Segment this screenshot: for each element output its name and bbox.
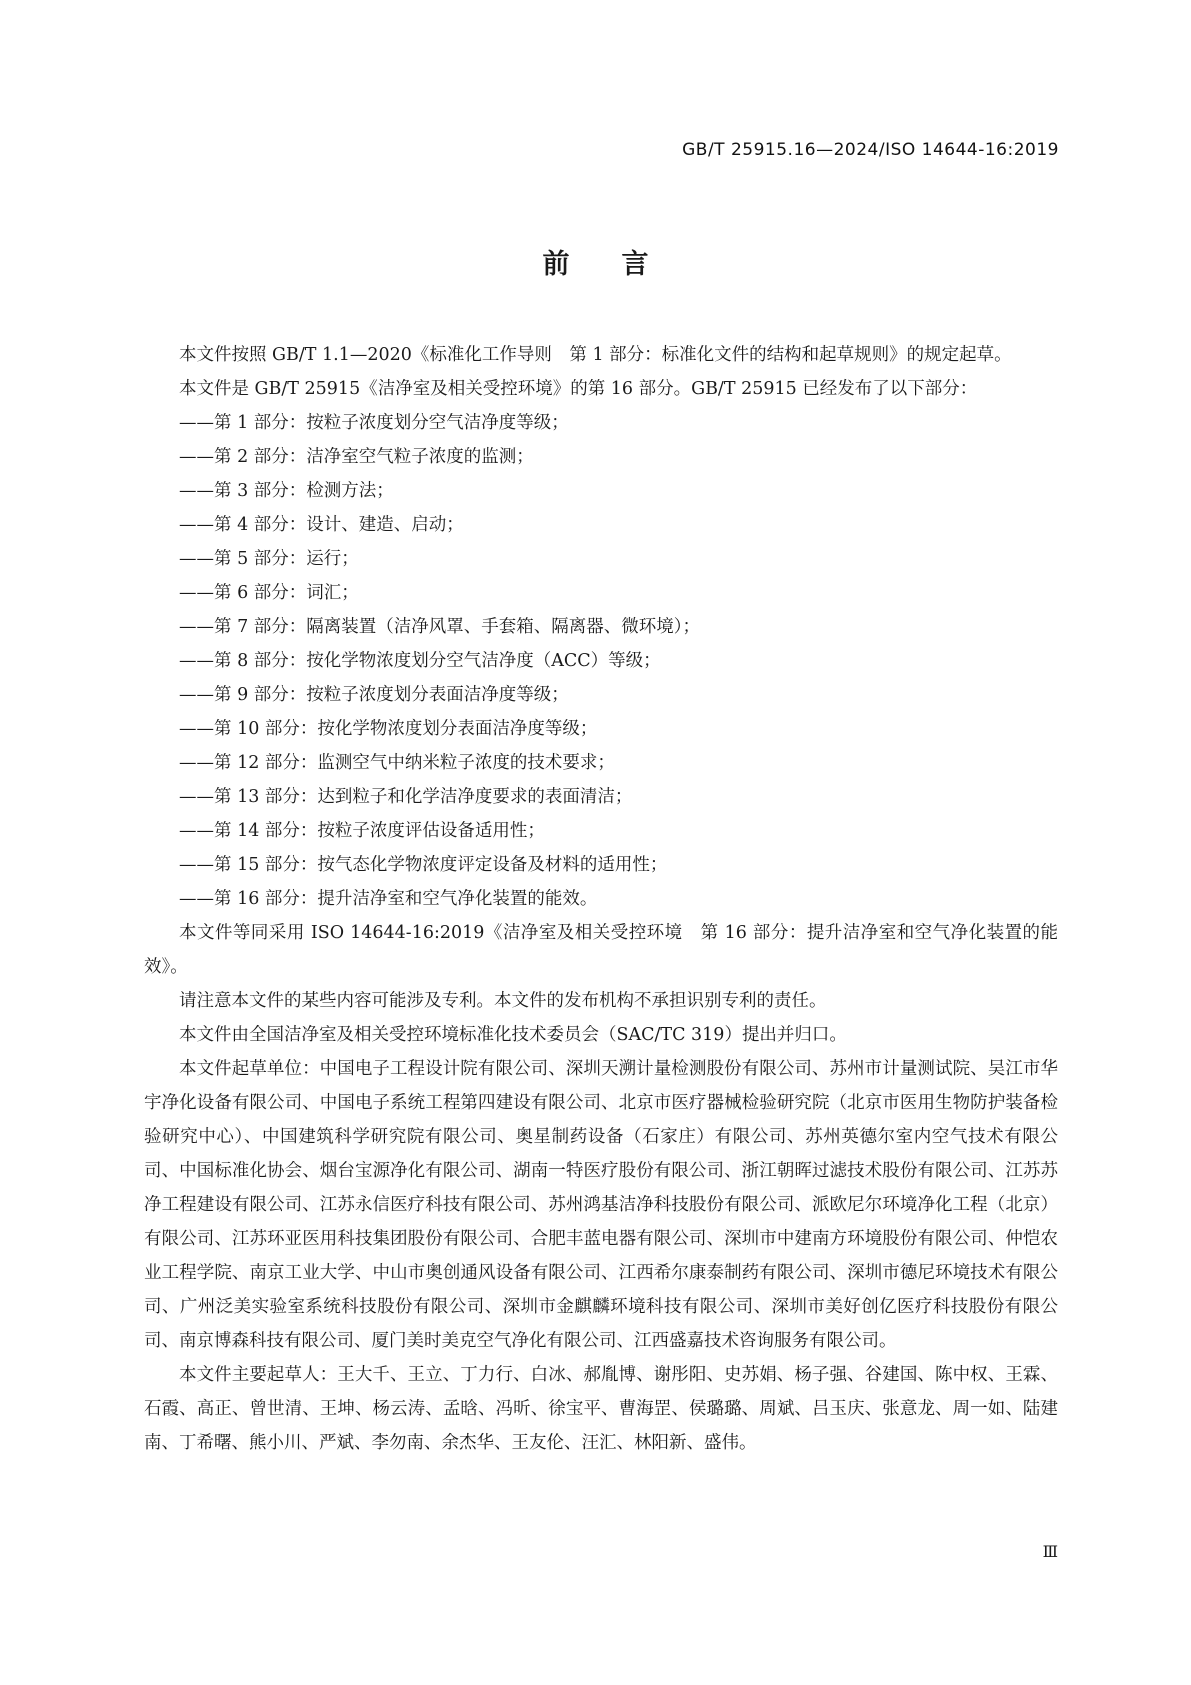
list-item: ——第 1 部分：按粒子浓度划分空气洁净度等级； xyxy=(179,413,569,433)
list-item: ——第 12 部分：监测空气中纳米粒子浓度的技术要求； xyxy=(179,753,615,773)
paragraph-series-intro: 本文件是 GB/T 25915《洁净室及相关受控环境》的第 16 部分。GB/T 25915 已经发布了以下部分： xyxy=(179,379,978,399)
document-body xyxy=(144,338,1058,1460)
paragraph-drafting-units: 本文件起草单位：中国电子工程设计院有限公司、深圳天溯计量检测股份有限公司、苏州市计量测试院、吴江市华宇净化设备有限公司、中国电子系统工程第四建设有限公司、北京市医疗器械检验研究院（北京市医用生物防护装备检验研究中心）、中国建筑科学研究院有限公司、奥星制药设备（石家庄）有限公司、苏州英德尔室内空气技术有限公司、中国标准化协会、烟台宝源净化有限公司、湖南一特医疗股份有限公司、浙江朝晖过滤技术股份有限公司、江苏苏净工程建设有限公司、江苏永信医疗科技有限公司、苏州鸿基洁净科技股份有限公司、派欧尼尔环境净化工程（北京）有限公司、江苏环亚医用科技集团股份有限公司、合肥丰蓝电器有限公司、深圳市中建南方环境股份有限公司、仲恺农业工程学院、南京工业大学、中山市奥创通风设备有限公司、江西希尔康泰制药有限公司、深圳市德尼环境技术有限公司、广州泛美实验室系统科技股份有限公司、深圳市金麒麟环境科技有限公司、深圳市美好创亿医疗科技股份有限公司、南京博森科技有限公司、厦门美时美克空气净化有限公司、江西盛嘉技术咨询服务有限公司。 xyxy=(144,1059,1058,1351)
list-item: ——第 4 部分：设计、建造、启动； xyxy=(179,515,464,535)
list-item: ——第 13 部分：达到粒子和化学洁净度要求的表面清洁； xyxy=(179,787,633,807)
list-item: ——第 14 部分：按粒子浓度评估设备适用性； xyxy=(179,821,545,841)
list-item: ——第 10 部分：按化学物浓度划分表面洁净度等级； xyxy=(179,719,598,739)
paragraph-drafters: 本文件主要起草人：王大千、王立、丁力行、白冰、郝胤博、谢彤阳、史苏娟、杨子强、谷建国、陈中权、王霖、石霞、高正、曾世清、王坤、杨云涛、孟晗、冯昕、徐宝平、曹海罡、侯璐璐、周斌、吕玉庆、张意龙、周一如、陆建南、丁希曙、熊小川、严斌、李勿南、余杰华、王友伦、汪汇、林阳新、盛伟。 xyxy=(144,1365,1058,1453)
paragraph-committee: 本文件由全国洁净室及相关受控环境标准化技术委员会（SAC/TC 319）提出并归口。 xyxy=(179,1025,847,1045)
list-item: ——第 8 部分：按化学物浓度划分空气洁净度（ACC）等级； xyxy=(179,651,661,671)
list-item: ——第 3 部分：检测方法； xyxy=(179,481,394,501)
page-number: Ⅲ xyxy=(1042,1542,1057,1561)
standard-code-header: GB/T 25915.16—2024/ISO 14644-16:2019 xyxy=(682,140,1059,160)
parts-list xyxy=(144,406,1058,916)
list-item: ——第 7 部分：隔离装置（洁净风罩、手套箱、隔离器、微环境）； xyxy=(179,617,701,637)
list-item: ——第 6 部分：词汇； xyxy=(179,583,359,603)
list-item: ——第 5 部分：运行； xyxy=(179,549,359,569)
paragraph-drafting-rule: 本文件按照 GB/T 1.1—2020《标准化工作导则 第 1 部分：标准化文件的结构和起草规则》的规定起草。 xyxy=(179,345,1012,365)
page-title: 前言 xyxy=(542,249,701,280)
paragraph-patent-notice: 请注意本文件的某些内容可能涉及专利。本文件的发布机构不承担识别专利的责任。 xyxy=(179,991,827,1011)
list-item: ——第 15 部分：按气态化学物浓度评定设备及材料的适用性； xyxy=(179,855,668,875)
list-item: ——第 9 部分：按粒子浓度划分表面洁净度等级； xyxy=(179,685,569,705)
list-item: ——第 2 部分：洁净室空气粒子浓度的监测； xyxy=(179,447,534,467)
paragraph-iso-adoption: 本文件等同采用 ISO 14644-16:2019《洁净室及相关受控环境 第 16 部分：提升洁净室和空气净化装置的能效》。 xyxy=(144,923,1058,977)
list-item: ——第 16 部分：提升洁净室和空气净化装置的能效。 xyxy=(179,889,598,909)
